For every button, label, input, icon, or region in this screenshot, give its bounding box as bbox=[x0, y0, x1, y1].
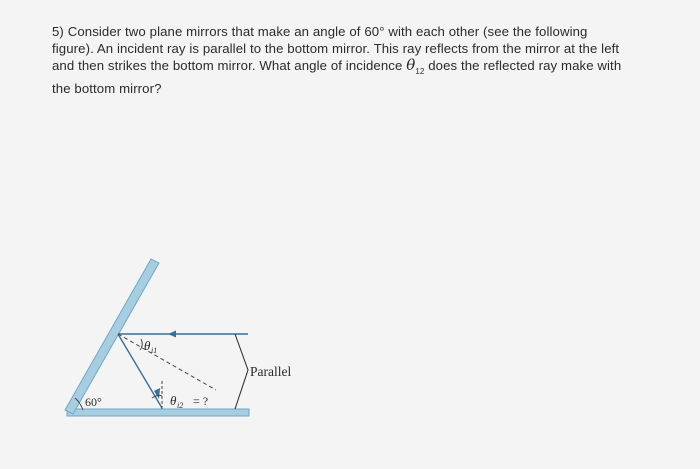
parallel-bracket bbox=[235, 334, 248, 409]
angle-arc-i2 bbox=[152, 395, 162, 398]
problem-text-part2: does the reflected ray make with the bottom mirror? bbox=[52, 58, 622, 96]
angle-60-label: 60° bbox=[85, 395, 102, 409]
theta-i1-symbol: θ bbox=[144, 338, 151, 353]
theta-i2-question: = ? bbox=[193, 394, 209, 408]
theta-i1-subscript: i1 bbox=[151, 346, 158, 355]
theta-i2-subscript: i2 bbox=[177, 401, 184, 410]
angle-arc-i1 bbox=[140, 339, 142, 350]
left-mirror bbox=[65, 259, 159, 414]
theta-i2-symbol: θ bbox=[170, 393, 177, 408]
theta-symbol: θ bbox=[406, 56, 416, 75]
normal-left-mirror bbox=[118, 334, 216, 390]
problem-text-part1: Consider two plane mirrors that make an angle of 60° with each other (see the following figure). An incident ray is parallel to the bottom mirror. This ray reflects from the mirror at the left and then strikes the bottom mirror. What angle of incidence bbox=[52, 24, 620, 74]
parallel-label: Parallel bbox=[250, 364, 292, 379]
problem-number: 5) bbox=[52, 24, 64, 39]
bottom-mirror bbox=[67, 409, 249, 416]
incident-ray-arrow bbox=[168, 331, 176, 338]
theta-subscript: 12 bbox=[415, 67, 425, 77]
